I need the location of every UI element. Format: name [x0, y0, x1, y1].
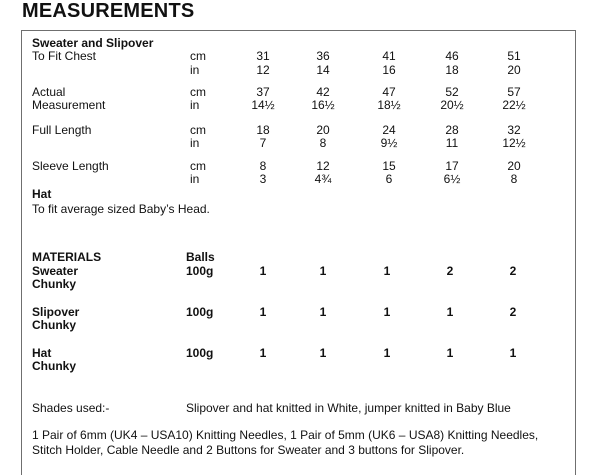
sleeve-cm-4: 17: [445, 159, 459, 173]
actual-cm-5: 57: [507, 85, 521, 99]
sleeve-cm-1: 8: [259, 159, 267, 173]
material-item-weight: 100g: [186, 346, 214, 360]
row-label-chest: To Fit Chest: [32, 49, 97, 63]
actual-in-4: 20½: [440, 98, 464, 112]
actual-cm-2: 42: [316, 85, 330, 99]
sleeve-cm-5: 20: [507, 159, 521, 173]
material-count: 2: [509, 305, 517, 319]
material-count: 1: [259, 305, 267, 319]
actual-cm-4: 52: [445, 85, 459, 99]
sleeve-in-1: 3: [259, 172, 267, 186]
material-count: 1: [509, 346, 517, 360]
actual-in-5: 22½: [502, 98, 526, 112]
chest-cm-5: 51: [507, 49, 521, 63]
actual-in-2: 16½: [311, 98, 335, 112]
chest-in-1: 12: [256, 63, 270, 77]
section-heading-hat: Hat: [32, 187, 52, 201]
unit-cm: cm: [190, 159, 206, 173]
length-in-4: 11: [445, 136, 459, 150]
sleeve-cm-3: 15: [382, 159, 396, 173]
unit-cm: cm: [190, 49, 206, 63]
chest-cm-2: 36: [316, 49, 330, 63]
actual-cm-3: 47: [382, 85, 396, 99]
material-item-yarn: Chunky: [32, 277, 77, 291]
chest-in-4: 18: [445, 63, 459, 77]
sleeve-cm-2: 12: [316, 159, 330, 173]
material-count: 1: [383, 346, 391, 360]
material-count: 1: [319, 346, 327, 360]
material-count: 1: [383, 305, 391, 319]
material-item-yarn: Chunky: [32, 359, 77, 373]
material-item-name: Hat: [32, 346, 52, 360]
chest-cm-3: 41: [382, 49, 396, 63]
material-count: 1: [446, 305, 454, 319]
unit-in: in: [190, 172, 200, 186]
chest-cm-4: 46: [445, 49, 459, 63]
actual-in-3: 18½: [377, 98, 401, 112]
material-item-weight: 100g: [186, 264, 214, 278]
length-cm-2: 20: [316, 123, 330, 137]
material-item-yarn: Chunky: [32, 318, 77, 332]
chest-in-5: 20: [507, 63, 521, 77]
chest-cm-1: 31: [256, 49, 270, 63]
row-label-sleeve: Sleeve Length: [32, 159, 109, 173]
unit-cm: cm: [190, 85, 206, 99]
material-count: 2: [509, 264, 517, 278]
row-label-length: Full Length: [32, 123, 92, 137]
length-in-5: 12½: [502, 136, 526, 150]
hat-fit-text: To fit average sized Baby’s Head.: [32, 202, 210, 216]
length-cm-5: 32: [507, 123, 521, 137]
row-label-actual: Actual: [32, 85, 66, 99]
shades-label: Shades used:-: [32, 401, 110, 415]
material-count: 1: [319, 305, 327, 319]
shades-text: Slipover and hat knitted in White, jumper knitted in Baby Blue: [186, 401, 511, 415]
row-label-measurement: Measurement: [32, 98, 106, 112]
length-in-3: 9½: [380, 136, 398, 150]
page-title: MEASUREMENTS: [22, 0, 195, 22]
actual-in-1: 14½: [251, 98, 275, 112]
material-count: 1: [259, 346, 267, 360]
material-count: 1: [383, 264, 391, 278]
material-count: 1: [319, 264, 327, 278]
section-heading-sweater: Sweater and Slipover: [32, 36, 154, 50]
unit-in: in: [190, 98, 200, 112]
length-cm-1: 18: [256, 123, 270, 137]
actual-cm-1: 37: [256, 85, 270, 99]
material-item-name: Sweater: [32, 264, 79, 278]
sleeve-in-4: 6½: [443, 172, 461, 186]
needles-text: 1 Pair of 6mm (UK4 – USA10) Knitting Needles, 1 Pair of 5mm (UK6 – USA8) Knitting Needles, Stitch Holder, Cable Needle and 2 Buttons for Sweater and 3 buttons for Slipover.: [32, 428, 539, 457]
material-count: 1: [446, 346, 454, 360]
length-cm-3: 24: [382, 123, 396, 137]
materials-heading: MATERIALS: [32, 250, 102, 264]
length-in-1: 7: [259, 136, 267, 150]
material-count: 2: [446, 264, 454, 278]
length-in-2: 8: [319, 136, 327, 150]
chest-in-2: 14: [316, 63, 330, 77]
balls-label: Balls: [186, 250, 215, 264]
chest-in-3: 16: [382, 63, 396, 77]
unit-in: in: [190, 136, 200, 150]
unit-cm: cm: [190, 123, 206, 137]
unit-in: in: [190, 63, 200, 77]
material-item-weight: 100g: [186, 305, 214, 319]
sleeve-in-2: 4¾: [314, 172, 332, 186]
length-cm-4: 28: [445, 123, 459, 137]
material-count: 1: [259, 264, 267, 278]
sleeve-in-5: 8: [510, 172, 518, 186]
sleeve-in-3: 6: [385, 172, 393, 186]
material-item-name: Slipover: [32, 305, 80, 319]
